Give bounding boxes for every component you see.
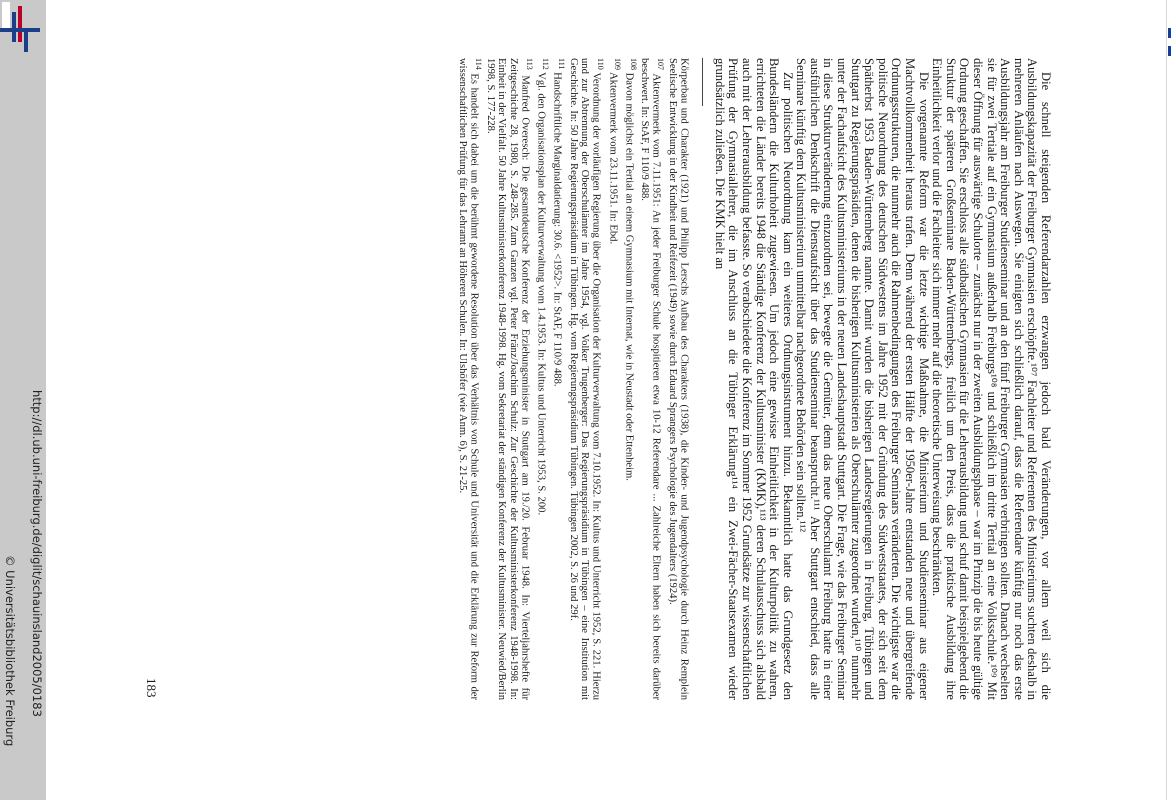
footnote-rule — [702, 58, 703, 106]
footnote-number: 107 — [656, 58, 666, 70]
footnote — [484, 58, 535, 700]
footnote-number: 112 — [541, 58, 551, 70]
paragraph: Die schnell steigenden Referendarzahlen erzwangen jedoch bald Veränderungen, vor allem weil sich die Ausbildungskapazität der Freiburger Gymnasien erschöpfte.¹⁰⁷ Fachleiter und Referenten des Ministeriums suchten deshalb in mehreren Anläufen nach Auswegen. Sie einigten sich schließlich darauf, dass die Referendare künftig nur noch das erste Ausbildungsjahr am Freiburger Studienseminar und an den fünf Freiburger Gymnasien verbringen sollten. Danach wechselten sie für zwei Tertiale auf ein Gymnasium außerhalb Freiburgs¹⁰⁸ und schließlich im dritte Tertial an eine Volksschule.¹⁰⁹ Mit dieser Öffnung für auswärtige Schulorte – zunächst nur in der zweiten Ausbildungsphase – war im Prinzip die bis heute gültige Ordnung geschaffen. Sie erschloss alle südbadischen Gymnasien für die Lehrerausbildung und schuf damit beispielgebend die Struktur der späteren Großseminare Baden-Württembergs, freilich um den Preis, dass die praktische Ausbildung ihre Einheitlichkeit verlor und die Fachleiter sich immer mehr auf die theoretische Unterweisung beschränkten. — [930, 58, 1053, 700]
paragraph: Zur politischen Neuordnung kam ein weiteres Ordnungsinstrument hinzu. Bekanntlich hatte das Grundgesetz den Bundesländern die Kulturhoheit zugewiesen. Um jedoch eine gewisse Einheitlichkeit in der Kulturpolitik zu wahren, errichteten die Länder bereits 1948 die Ständige Konferenz der Kultusminister (KMK),¹¹³ deren Schulausschuss sich alsbald auch mit der Lehrerausbildung befasste. So verabschiedete die Konferenz im Sommer 1952 Grundsätze zur wissenschaftlichen Prüfung der Gymnasiallehrer, die im Anschluss an die Tübinger Erklärung¹¹⁴ ein Zwei-Fächer-Staatsexamen wieder grundsätzlich zuließen. Die KMK hielt an — [712, 58, 795, 700]
footnote-text: Aktenvermerk vom 23.11.1951. In: Ebd. — [607, 72, 619, 245]
page-edge — [1166, 0, 1176, 800]
page-number: 183 — [144, 678, 159, 698]
footnote-number: 113 — [524, 58, 534, 70]
footnote-text: Handschriftliche Marginaldatierung: 30.6. <1952>. In: StAF, F 110/9 488. — [551, 72, 563, 387]
library-logo-icon — [0, 0, 46, 56]
footnote — [639, 58, 667, 700]
viewer-sidebar — [0, 0, 46, 800]
footnote — [666, 58, 694, 700]
footnote — [567, 58, 606, 700]
footnote-text: Aktenvermerk vom 7.11.1951: An jeder Freiburger Schule hospitieren etwa 10-12 Referendare ... Zahlreiche Eltern haben sich bereits darüber beschwert. In: StAF, F 110/9 488. — [639, 58, 662, 700]
footnote-text: Manfred Overesch: Die gesamtdeutsche Konferenz der Erziehungsminister in Stuttgart am 19./20. Februar 1948. In: Vierteljahrshefte für Zeitgeschichte 28, 1980, S. 248-285. Zum Ganzen vgl. Peter Fränz/Joachim Schulz: Zur Geschichte der Kultusministerkonferenz 1948-1998. In: Einheit in der Vielfalt. 50 Jahre Kultusministerkonferenz 1948-1998. Hg. vom Sekretariat der ständigen Konferenz der Kultusminister. Neuwied/Berlin 1998, S. 177-228. — [484, 58, 531, 700]
footnotes — [456, 58, 694, 700]
footnote-number: 111 — [557, 58, 567, 70]
source-url[interactable]: http://dl.ub.uni-freiburg.de/diglit/schauinsland2005/0183 — [30, 390, 44, 717]
footnote-text: Vgl. den Organisationsplan der Kulturverwaltung vom 1.4.1953. In: Kultus und Unterricht 1953, S. 200. — [535, 72, 547, 516]
footnote-text: Verordnung der vorläufigen Regierung über die Organisation der Kulturverwaltung vom 7.10.1952. In: Kultus und Unterricht 1952, S. 221. Hierzu und zur Abtrennung der Oberschulämter im Jahre 1954, vgl. Volker Trugenberger: Das Regierungspräsidium in Tübingen – eine Institution mit Geschichte. In: 50 Jahre Regierungspräsidium in Tübingen. Hg. vom Regierungspräsidium Tübingen. Tübingen 2002, S. 26 und 29f. — [567, 58, 602, 700]
footnote-number: 109 — [612, 58, 622, 70]
footnote-text: Es handelt sich dabei um die berühmt gewordene Resolution über das Verhältnis von Schule und Universität und die Erklärung zur Reform der wissenschaftlichen Prüfung für das Lehramt an Höheren Schulen. In: Ulshöfer (wie Anm. 6), S. 21-25. — [456, 58, 480, 700]
footnote-text: Davon möglichst ein Tertial an einem Gymnasium mit Internat, wie in Neustadt oder Ettenheim. — [623, 72, 635, 481]
body-text — [712, 58, 1052, 700]
footnote-number: 110 — [596, 58, 606, 70]
footnote — [456, 58, 484, 700]
edge-marker — [1168, 46, 1171, 56]
paragraph: Die vorgenannte Reform war die letzte wichtige Maßnahme, die Ministerium und Studienseminar aus eigener Machtvollkommenheit heraus trafen. Denn während der ersten Hälfte der 1950er-Jahre entstanden neue und übergreifende Ordnungsstrukturen, die nunmehr auch die Rahmenbedingungen des Freiburger Seminars veränderten. Die wichtigste war die politische Neuordnung des deutschen Südwestens im Jahre 1952 mit der Gründung des Südweststaates, der sich seit dem Spätherbst 1953 Baden-Württemberg nannte. Damit wurden die bisherigen Landesregierungen in Freiburg, Tübingen und Stuttgart zu Regierungspräsidien, denen die bisherigen Kultusministerien als Oberschulämter zugeordnet wurden,¹¹⁰ nunmehr unter der Fachaufsicht des Kultusministeriums in der neuen Landeshauptstadt Stuttgart. Die Frage, wie das Freiburger Seminar in diese Strukturveränderung einzuordnen sei, bewegte die Gemüter, denn das neue Oberschulamt Freiburg hatte in einer ausführlichen Denkschrift die Dienstaufsicht über das Studienseminar beansprucht.¹¹¹ Aber Stuttgart entschied, dass alle Seminare künftig dem Kultusministerium unmittelbar nachgeordnete Behörden sein sollten.¹¹² — [794, 58, 931, 700]
edge-marker — [1168, 28, 1171, 38]
scanned-book-page — [144, 58, 1053, 700]
footnote-text: Körperbau und Charakter (1921) und Philipp Lerschs Aufbau des Charakters (1938), die Kinder- und Jugendpsychologie durch Heinz Remplein Seelische Entwicklung in der Kindheit und Reifezeit (1949) sowie durch Eduard Sprangers Psychologie des Jugendalters (1924). — [667, 58, 690, 700]
footnote — [551, 58, 567, 700]
footnote — [535, 58, 551, 700]
footnote-number: 114 — [474, 58, 483, 70]
copyright-notice: © Universitätsbibliothek Freiburg — [3, 555, 17, 747]
footnote-number: 108 — [628, 58, 638, 70]
footnote — [606, 58, 622, 700]
footnote — [623, 58, 639, 700]
